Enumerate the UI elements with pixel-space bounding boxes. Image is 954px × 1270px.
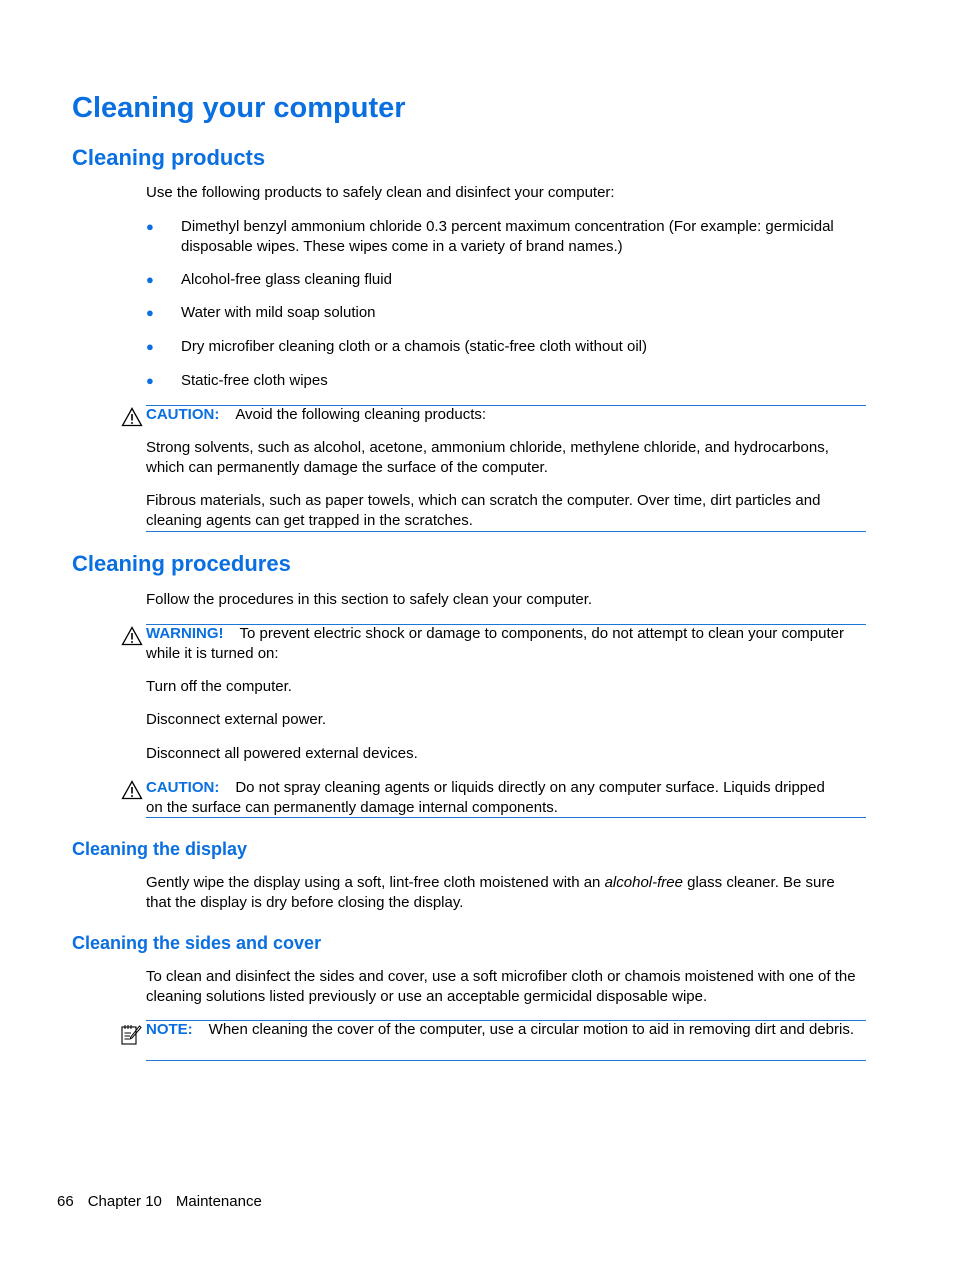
bullet-marker: ● [146,339,154,354]
subsection-heading-display: Cleaning the display [72,839,248,859]
caution-paragraph: Strong solvents, such as alcohol, acetone, ammonium chloride, methylene chloride, and hydrocarbons, which can permanently damage the surface of the computer. [146,439,829,476]
warning-step: Turn off the computer. [146,678,292,695]
warning-text: To prevent electric shock or damage to components, do not attempt to clean your computer while it is turned on: [146,625,844,662]
note-pad-icon [120,1022,142,1046]
section-heading-products: Cleaning products [72,145,266,170]
procedures-intro: Follow the procedures in this section to safely clean your computer. [146,591,593,608]
list-item: Dimethyl benzyl ammonium chloride 0.3 percent maximum concentration (For example: germicidal disposable wipes. These wipes come in a variety of brand names.) [181,218,834,255]
products-intro: Use the following products to safely clean and disinfect your computer: [146,184,615,201]
caution-label: CAUTION: [146,406,220,423]
display-text-emphasis: alcohol-free [604,874,683,891]
caution-line [146,778,836,817]
warning-triangle-icon [121,626,143,646]
warning-line [146,624,846,663]
note-text: When cleaning the cover of the computer, use a circular motion to aid in removing dirt and debris. [208,1021,855,1038]
list-item: Static-free cloth wipes [181,372,328,389]
note-line [146,1020,858,1040]
bullet-marker: ● [146,272,154,287]
page-number: 66 [57,1193,74,1210]
display-text-end: glass cleaner. Be sure that the display is dry before closing the display. [146,874,835,911]
caution-bottom-rule [146,817,866,818]
bullet-marker: ● [146,373,154,388]
list-item: Dry microfiber cleaning cloth or a chamois (static-free cloth without oil) [181,338,648,355]
page-footer [57,1192,262,1212]
list-item: Alcohol-free glass cleaning fluid [181,271,392,288]
caution-paragraph: Fibrous materials, such as paper towels, which can scratch the computer. Over time, dirt particles and cleaning agents can get trapped in the scratches. [146,492,821,529]
warning-step: Disconnect external power. [146,711,327,728]
warning-label: WARNING! [146,625,224,642]
caution-label: CAUTION: [146,779,220,796]
display-paragraph [146,873,861,912]
sides-paragraph: To clean and disinfect the sides and cover, use a soft microfiber cloth or chamois moistened with one of the cleaning solutions listed previously or use an acceptable germicidal disposable wipe. [146,968,856,1005]
page-title: Cleaning your computer [72,92,406,124]
caution-text: Avoid the following cleaning products: [235,406,487,423]
note-label: NOTE: [146,1021,193,1038]
warning-triangle-icon [121,407,143,427]
caution-text: Do not spray cleaning agents or liquids directly on any computer surface. Liquids dripped on the surface can permanently damage internal components. [146,779,825,816]
caution-line [146,405,866,425]
display-text-start: Gently wipe the display using a soft, lint-free cloth moistened with an [146,874,605,891]
warning-step: Disconnect all powered external devices. [146,745,418,762]
subsection-heading-sides: Cleaning the sides and cover [72,933,322,953]
footer-chapter-title: Maintenance [175,1193,262,1210]
section-heading-procedures: Cleaning procedures [72,551,291,576]
warning-triangle-icon [121,780,143,800]
footer-chapter: Chapter 10 [87,1193,162,1210]
bullet-marker: ● [146,305,154,320]
bullet-marker: ● [146,219,154,234]
list-item: Water with mild soap solution [181,304,376,321]
note-bottom-rule [146,1060,866,1061]
caution-bottom-rule [146,531,866,532]
